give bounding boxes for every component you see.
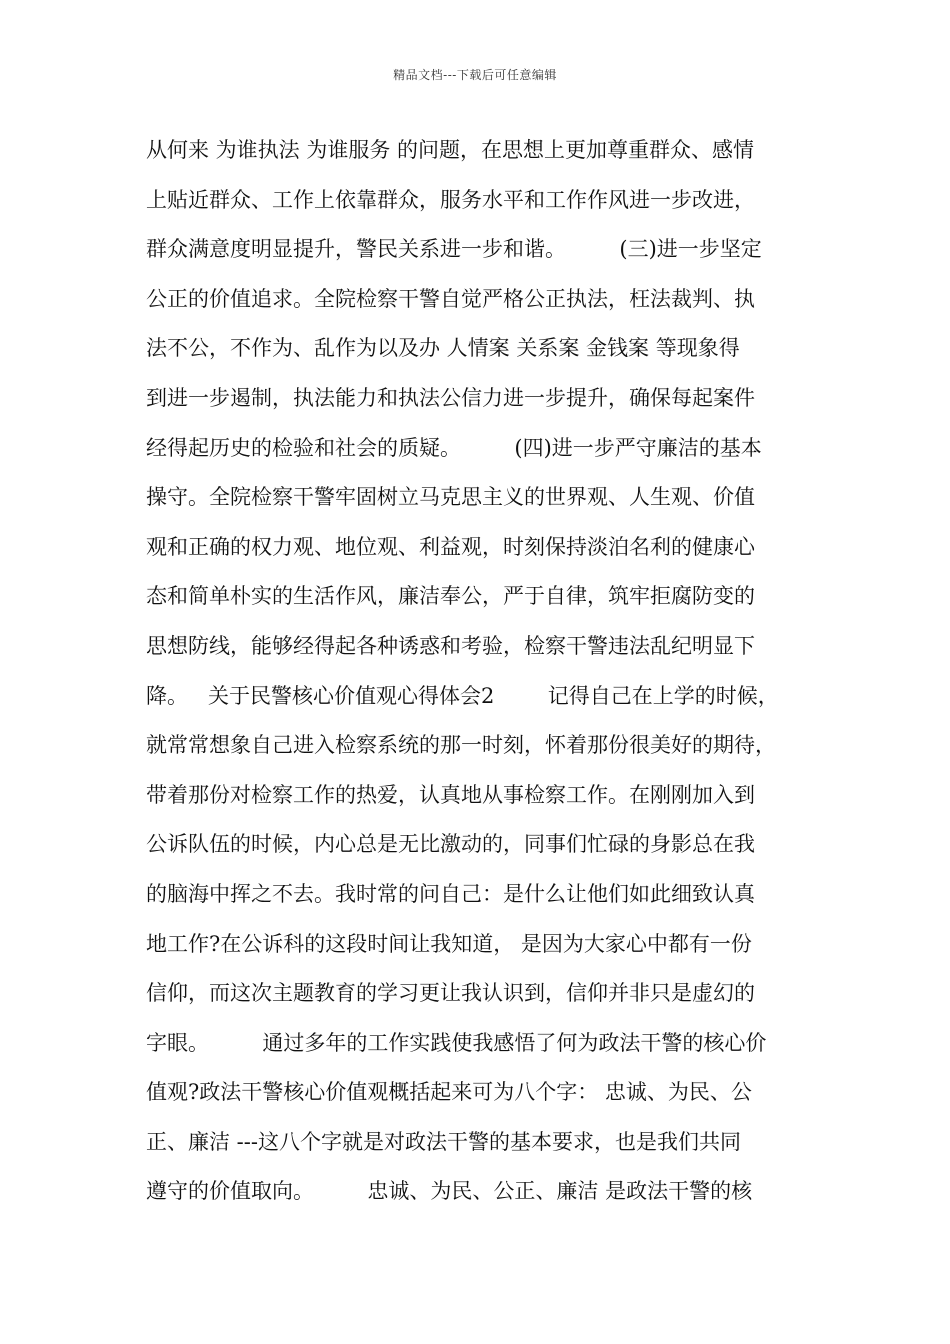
- text-line: 从何来 为谁执法 为谁服务 的问题，在思想上更加尊重群众、感情: [146, 138, 755, 162]
- text-line: 思想防线，能够经得起各种诱惑和考验，检察干警违法乱纪明显下: [146, 633, 755, 658]
- text-line: 经得起历史的检验和社会的质疑。 (四)进一步严守廉洁的基本: [146, 435, 762, 460]
- text-line: 值观?政法干警核心价值观概括起来可为八个字： 忠诚、为民、公: [146, 1080, 752, 1105]
- text-line: 法不公，不作为、乱作为以及办 人情案 关系案 金钱案 等现象得: [146, 336, 740, 361]
- text-line: 信仰，而这次主题教育的学习更让我认识到，信仰并非只是虚幻的: [146, 981, 755, 1006]
- text-line: 地工作?在公诉科的这段时间让我知道， 是因为大家心中都有一份: [146, 931, 752, 956]
- page-header: 精品文档---下载后可任意编辑: [393, 68, 557, 82]
- text-line: 遵守的价值取向。 忠诚、为民、公正、廉洁 是政法干警的核: [146, 1179, 753, 1204]
- text-line: 公正的价值追求。全院检察干警自觉严格公正执法，枉法裁判、执: [146, 286, 755, 311]
- text-line: 上贴近群众、工作上依靠群众，服务水平和工作作风进一步改进，: [146, 187, 755, 212]
- text-line: 观和正确的权力观、地位观、利益观，时刻保持淡泊名利的健康心: [146, 534, 755, 559]
- document-body: [146, 126, 836, 1217]
- text-line: 降。 关于民警核心价值观心得体会2 记得自己在上学的时候，: [146, 683, 779, 708]
- text-line: 的脑海中挥之不去。我时常的问自己：是什么让他们如此细致认真: [146, 881, 755, 906]
- text-line: 公诉队伍的时候，内心总是无比激动的，同事们忙碌的身影总在我: [146, 832, 755, 857]
- text-line: 带着那份对检察工作的热爱，认真地从事检察工作。在刚刚加入到: [146, 782, 755, 807]
- text-line: 到进一步遏制，执法能力和执法公信力进一步提升，确保每起案件: [146, 385, 755, 410]
- text-line: 操守。全院检察干警牢固树立马克思主义的世界观、人生观、价值: [146, 485, 755, 510]
- text-line: 态和简单朴实的生活作风，廉洁奉公，严于自律，筑牢拒腐防变的: [146, 584, 755, 609]
- text-line: 群众满意度明显提升，警民关系进一步和谐。 (三)进一步坚定: [146, 237, 762, 262]
- text-line: 字眼。 通过多年的工作实践使我感悟了何为政法干警的核心价: [146, 1030, 767, 1055]
- text-line: 就常常想象自己进入检察系统的那一时刻，怀着那份很美好的期待，: [146, 733, 776, 758]
- text-line: 正、廉洁 ---这八个字就是对政法干警的基本要求，也是我们共同: [146, 1129, 741, 1154]
